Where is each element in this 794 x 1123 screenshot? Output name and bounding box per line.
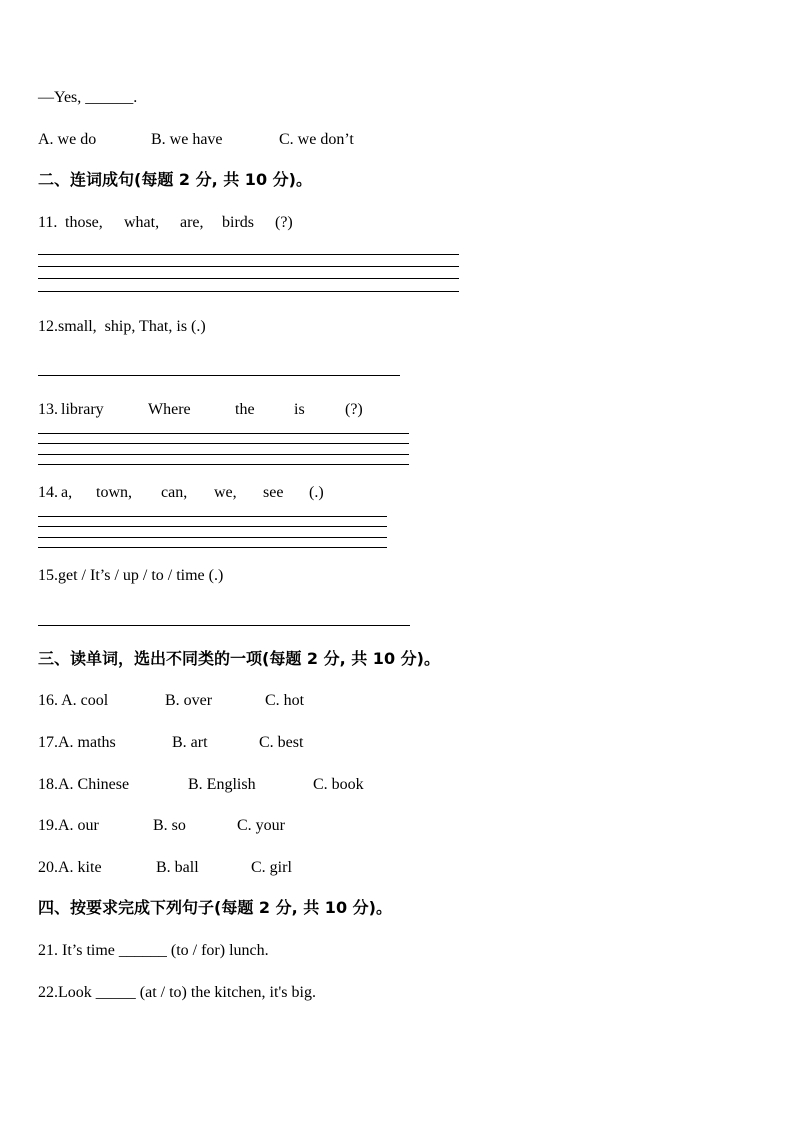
answer-line [38,454,409,455]
q12-answer-line[interactable] [38,375,400,376]
answer-line [38,291,459,292]
q18-option-a: 18.A. Chinese [38,776,130,793]
q20-option-b: B. ball [156,859,199,876]
q14-word: see [263,484,284,501]
q16-option-b: B. over [165,692,213,709]
q11-word: birds [222,214,254,231]
q16-option-c: C. hot [265,692,305,709]
q10-option-c: C. we don’t [279,131,354,148]
answer-line [38,526,387,527]
section-2-heading: 二、连词成句(每题 2 分, 共 10 分)。 [38,170,312,189]
answer-line [38,516,387,517]
q11-word: those, [65,214,103,231]
q16-option-a: 16. A. cool [38,692,109,709]
q14-word: a, [61,484,73,501]
q11-word: are, [180,214,204,231]
q13-word: the [235,401,255,418]
q13-number: 13. [38,401,58,418]
q19-option-c: C. your [237,817,285,834]
answer-prompt-yes: —Yes, ______. [38,89,138,106]
question-15: 15.get / It’s / up / to / time (.) [38,567,224,584]
question-12: 12.small, ship, That, is (.) [38,318,206,335]
q11-word: (?) [275,214,293,231]
q14-word: we, [214,484,237,501]
q14-number: 14. [38,484,58,501]
answer-line [38,443,409,444]
answer-line [38,537,387,538]
q14-word: town, [96,484,132,501]
q17-option-b: B. art [172,734,208,751]
answer-line [38,547,387,548]
section-3-heading: 三、读单词，选出不同类的一项(每题 2 分, 共 10 分)。 [38,649,440,668]
answer-line [38,433,409,434]
answer-line [38,278,459,279]
q13-word: Where [148,401,191,418]
q15-answer-line[interactable] [38,625,410,626]
q10-option-a: A. we do [38,131,97,148]
answer-line [38,254,459,255]
q20-option-c: C. girl [251,859,292,876]
q19-option-b: B. so [153,817,186,834]
section-4-heading: 四、按要求完成下列句子(每题 2 分, 共 10 分)。 [38,898,392,917]
q18-option-c: C. book [313,776,364,793]
q13-word: library [61,401,104,418]
q13-word: is [294,401,305,418]
q14-word: can, [161,484,188,501]
q11-word: what, [124,214,160,231]
answer-line [38,464,409,465]
answer-line [38,266,459,267]
question-22: 22.Look _____ (at / to) the kitchen, it's big. [38,984,316,1001]
q19-option-a: 19.A. our [38,817,99,834]
q17-option-a: 17.A. maths [38,734,116,751]
q14-word: (.) [309,484,324,501]
q20-option-a: 20.A. kite [38,859,102,876]
q18-option-b: B. English [188,776,256,793]
q11-number: 11. [38,214,58,231]
q10-option-b: B. we have [151,131,223,148]
q17-option-c: C. best [259,734,304,751]
question-21: 21. It’s time ______ (to / for) lunch. [38,942,269,959]
q13-word: (?) [345,401,363,418]
